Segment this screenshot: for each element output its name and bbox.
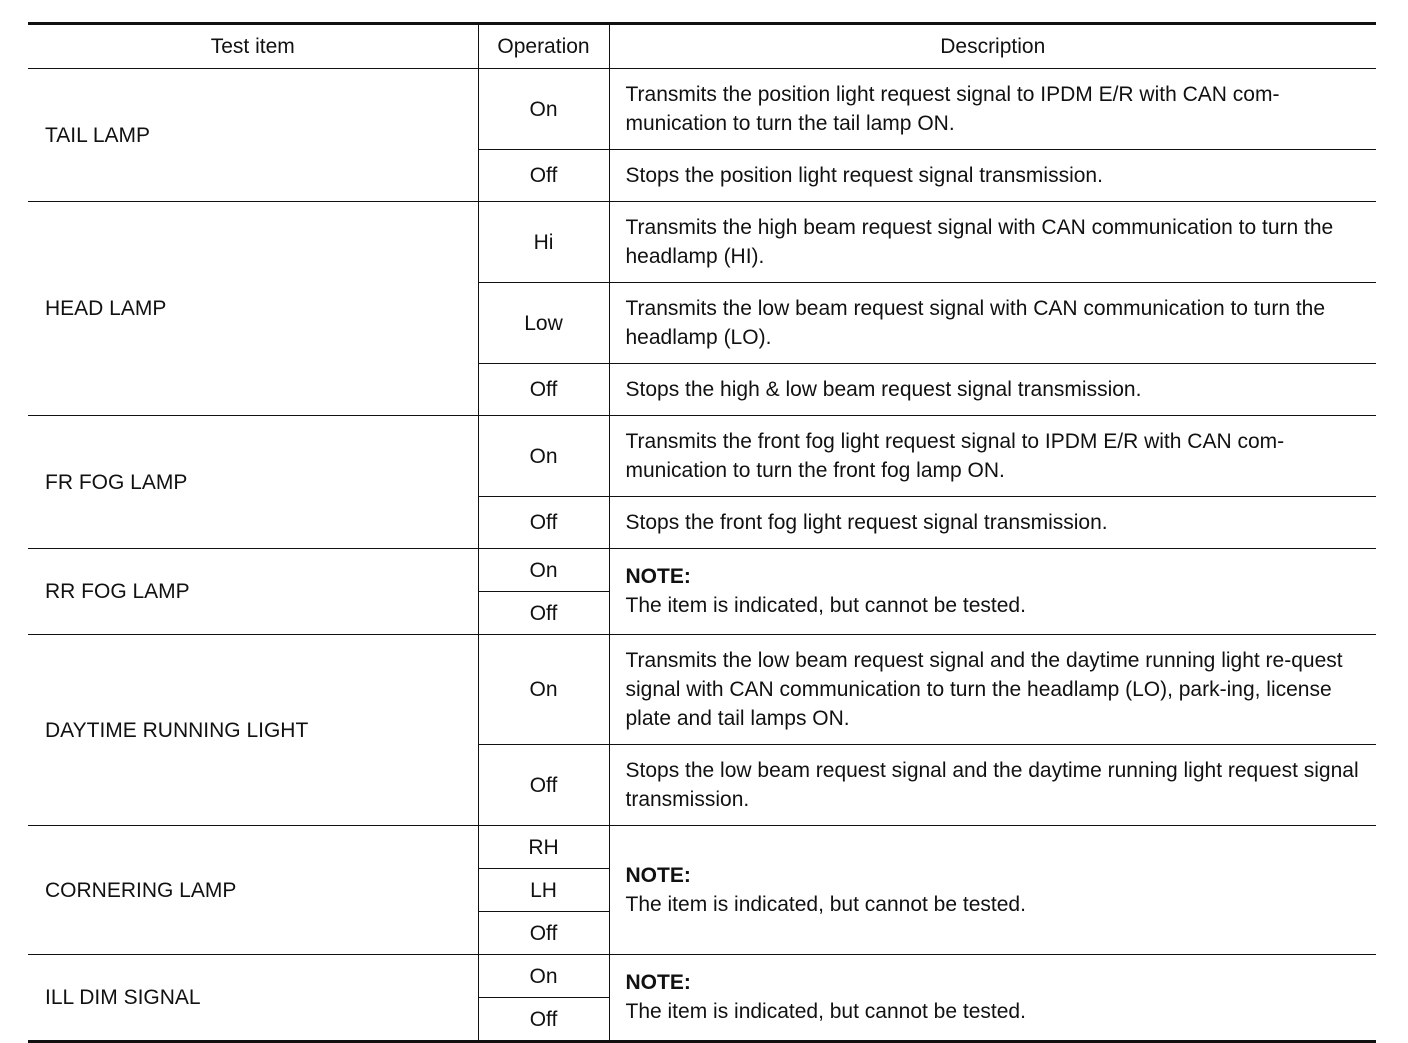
header-description: Description	[609, 24, 1376, 69]
note-text: The item is indicated, but cannot be tested.	[625, 594, 1026, 617]
operation-cell: Off	[478, 745, 609, 826]
header-operation: Operation	[478, 24, 609, 69]
note-text: The item is indicated, but cannot be tested.	[625, 1000, 1026, 1023]
note-title: NOTE:	[625, 565, 691, 588]
operation-cell: LH	[478, 869, 609, 912]
operation-cell: Off	[478, 592, 609, 635]
table-row	[28, 955, 1376, 998]
operation-cell: Off	[478, 150, 609, 202]
operation-cell: Off	[478, 364, 609, 416]
table-row	[28, 549, 1376, 592]
header-test-item: Test item	[28, 24, 478, 69]
operation-cell: Off	[478, 912, 609, 955]
table-row	[28, 202, 1376, 283]
description-cell: Stops the high & low beam request signal transmission.	[609, 364, 1376, 416]
test-item-fr-fog-lamp: FR FOG LAMP	[28, 416, 478, 549]
description-cell: Transmits the position light request signal to IPDM E/R with CAN com-munication to turn the tail lamp ON.	[609, 69, 1376, 150]
note-title: NOTE:	[625, 971, 691, 994]
operation-cell: On	[478, 416, 609, 497]
operation-cell: Off	[478, 998, 609, 1042]
operation-cell: Off	[478, 497, 609, 549]
header-row	[28, 24, 1376, 69]
test-item-head-lamp: HEAD LAMP	[28, 202, 478, 416]
note-cell	[609, 826, 1376, 955]
test-item-ill-dim-signal: ILL DIM SIGNAL	[28, 955, 478, 1042]
table-row	[28, 69, 1376, 150]
operation-cell: Low	[478, 283, 609, 364]
description-cell: Transmits the high beam request signal with CAN communication to turn the headlamp (HI).	[609, 202, 1376, 283]
table-row	[28, 416, 1376, 497]
test-item-rr-fog-lamp: RR FOG LAMP	[28, 549, 478, 635]
description-cell: Transmits the low beam request signal and the daytime running light re-quest signal with CAN communication to turn the headlamp (LO), park-ing, license plate and tail lamps ON.	[609, 635, 1376, 745]
operation-cell: Hi	[478, 202, 609, 283]
operation-cell: RH	[478, 826, 609, 869]
operation-cell: On	[478, 69, 609, 150]
description-cell: Transmits the front fog light request signal to IPDM E/R with CAN com-munication to turn the front fog lamp ON.	[609, 416, 1376, 497]
operation-cell: On	[478, 635, 609, 745]
description-cell: Stops the low beam request signal and the daytime running light request signal transmission.	[609, 745, 1376, 826]
note-cell	[609, 549, 1376, 635]
test-item-tail-lamp: TAIL LAMP	[28, 69, 478, 202]
note-cell	[609, 955, 1376, 1042]
test-item-cornering-lamp: CORNERING LAMP	[28, 826, 478, 955]
operation-cell: On	[478, 549, 609, 592]
test-item-daytime-running-light: DAYTIME RUNNING LIGHT	[28, 635, 478, 826]
description-cell: Transmits the low beam request signal with CAN communication to turn the headlamp (LO).	[609, 283, 1376, 364]
active-test-table	[28, 22, 1376, 1043]
table-row	[28, 635, 1376, 745]
description-cell: Stops the front fog light request signal transmission.	[609, 497, 1376, 549]
table-row	[28, 826, 1376, 869]
operation-cell: On	[478, 955, 609, 998]
note-text: The item is indicated, but cannot be tested.	[625, 892, 1026, 916]
description-cell: Stops the position light request signal transmission.	[609, 150, 1376, 202]
active-test-table-container	[28, 22, 1376, 1043]
note-title: NOTE:	[625, 863, 691, 887]
